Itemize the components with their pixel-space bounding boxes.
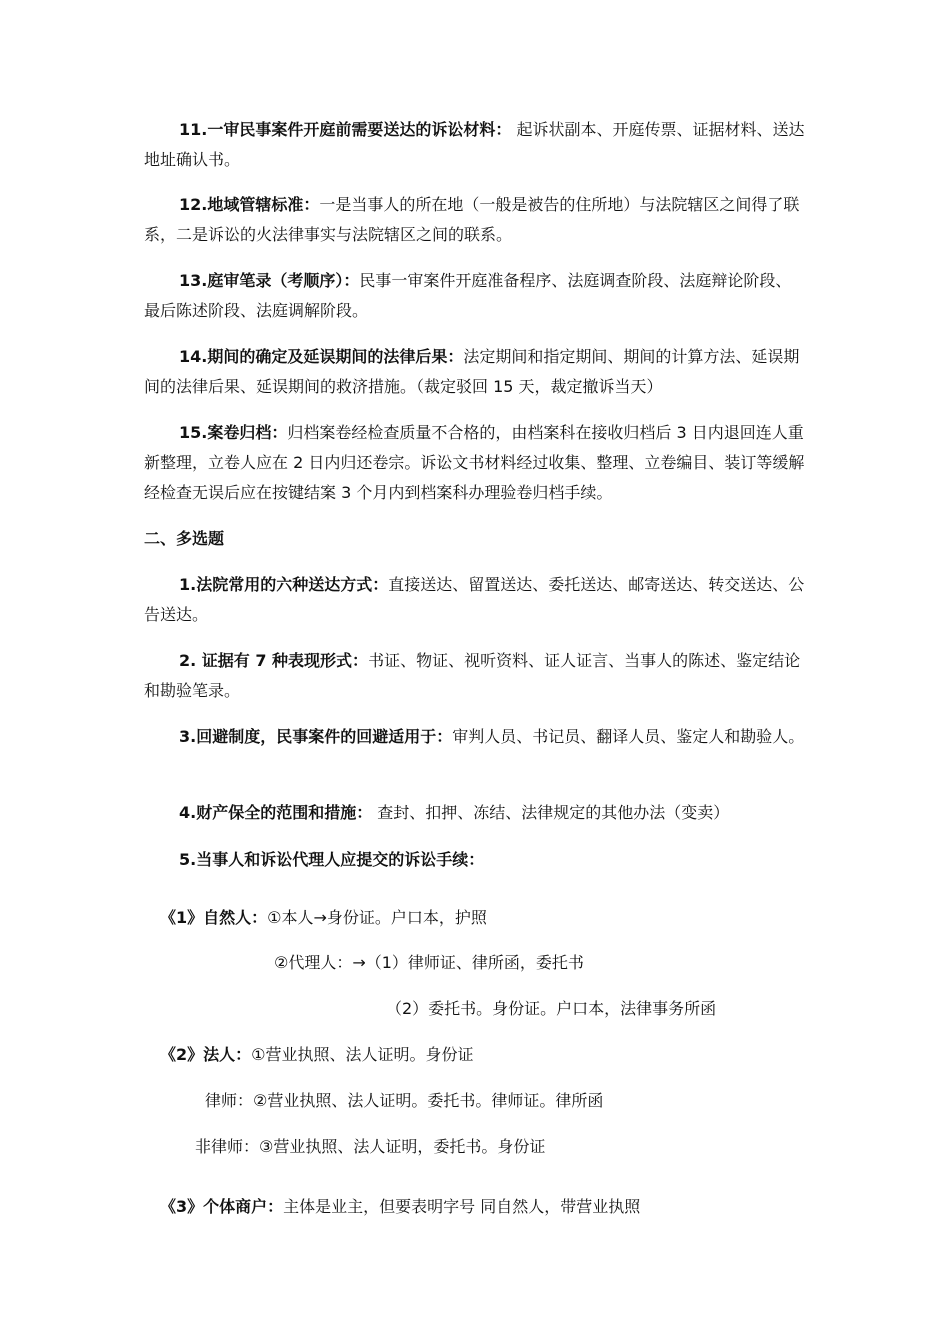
item-12-label: 12.地域管辖标准： bbox=[179, 195, 320, 214]
mc-item-2-label: 2. 证据有 7 种表现形式： bbox=[179, 651, 369, 670]
mc-item-1 bbox=[144, 570, 806, 630]
item-15-text: 归档案卷经检查质量不合格的，由档案科在接收归档后 3 日内退回连人重新整理，立卷人应在 2 日内归还卷宗。诉讼文书材料经过收集、整理、立卷编目、装订等缓解经检查无误后应在按键结案 3 个月内到档案科办理验卷归档手续。 bbox=[144, 423, 805, 502]
natural-person-text: ①本人→身份证。户口本，护照 bbox=[267, 908, 487, 927]
legal-person-text: ①营业执照、法人证明。身份证 bbox=[251, 1045, 474, 1064]
legal-person-line bbox=[160, 1040, 474, 1070]
legal-person-label: 《2》法人： bbox=[160, 1045, 252, 1064]
item-13-text: 民事一审案件开庭准备程序、法庭调查阶段、法庭辩论阶段、最后陈述阶段、法庭调解阶段。 bbox=[144, 271, 792, 320]
natural-person-label: 《1》自然人： bbox=[160, 908, 268, 927]
mc-item-1-label: 1.法院常用的六种送达方式： bbox=[179, 575, 389, 594]
lawyer-line: 律师：②营业执照、法人证明。委托书。律师证。律所函 bbox=[205, 1091, 604, 1110]
mc-item-3-text: 审判人员、书记员、翻译人员、鉴定人和勘验人。 bbox=[452, 727, 805, 746]
mc-item-4 bbox=[144, 798, 806, 828]
mc-item-4-text: 查封、扣押、冻结、法律规定的其他办法（变卖） bbox=[372, 803, 730, 822]
section-heading: 二、多选题 bbox=[144, 529, 225, 548]
item-13 bbox=[144, 266, 806, 326]
mc-item-4-label: 4.财产保全的范围和措施： bbox=[179, 803, 373, 822]
item-14-text: 法定期间和指定期间、期间的计算方法、延误期间的法律后果、延误期间的救济措施。（裁定驳回 15 天，裁定撤诉当天） bbox=[144, 347, 800, 396]
individual-business-line bbox=[160, 1192, 640, 1222]
mc-item-5-label: 5.当事人和诉讼代理人应提交的诉讼手续： bbox=[179, 850, 485, 869]
item-11-text: 起诉状副本、开庭传票、证据材料、送达地址确认书。 bbox=[144, 120, 805, 169]
item-14-label: 14.期间的确定及延误期间的法律后果： bbox=[179, 347, 464, 366]
item-13-label: 13.庭审笔录（考顺序）： bbox=[179, 271, 360, 290]
item-11 bbox=[144, 115, 806, 175]
mc-item-5 bbox=[144, 845, 806, 875]
mc-item-2 bbox=[144, 646, 806, 706]
item-15 bbox=[144, 418, 806, 508]
mc-item-3-label: 3.回避制度，民事案件的回避适用于： bbox=[179, 727, 453, 746]
non-lawyer-line: 非律师：③营业执照、法人证明，委托书。身份证 bbox=[195, 1137, 546, 1156]
individual-business-text: 主体是业主，但要表明字号 同自然人，带营业执照 bbox=[283, 1197, 641, 1216]
individual-business-label: 《3》个体商户： bbox=[160, 1197, 284, 1216]
mc-item-3 bbox=[144, 722, 806, 752]
agent-line-2: （2）委托书。身份证。户口本，法律事务所函 bbox=[386, 999, 717, 1018]
item-15-label: 15.案卷归档： bbox=[179, 423, 288, 442]
mc-item-1-text: 直接送达、留置送达、委托送达、邮寄送达、转交送达、公告送达。 bbox=[144, 575, 805, 624]
mc-item-2-text: 书证、物证、视听资料、证人证言、当事人的陈述、鉴定结论和勘验笔录。 bbox=[144, 651, 801, 700]
item-12-text: 一是当事人的所在地（一般是被告的住所地）与法院辖区之间得了联系，二是诉讼的火法律事实与法院辖区之间的联系。 bbox=[144, 195, 800, 244]
item-14 bbox=[144, 342, 806, 402]
agent-line: ②代理人：→（1）律师证、律所函，委托书 bbox=[274, 953, 584, 972]
natural-person-line bbox=[160, 903, 487, 933]
item-12 bbox=[144, 190, 806, 250]
item-11-label: 11.一审民事案件开庭前需要送达的诉讼材料： bbox=[179, 120, 512, 139]
